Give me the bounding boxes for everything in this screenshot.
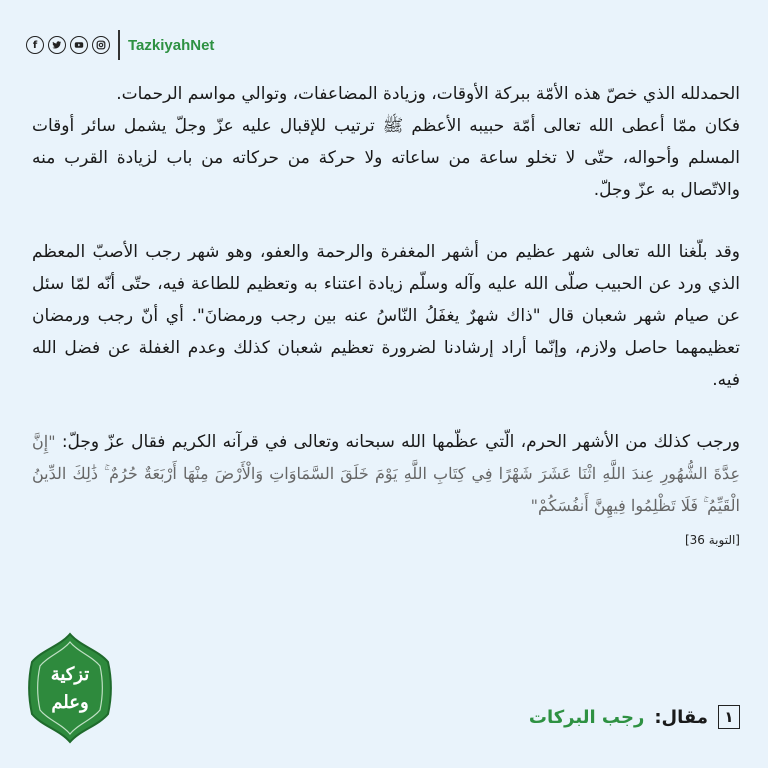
brand-name[interactable]: TazkiyahNet [128, 36, 215, 54]
instagram-icon[interactable] [92, 36, 110, 54]
paragraph-3: وقد بلّغنا الله تعالى شهر عظيم من أشهر المغفرة والرحمة والعفو، وهو شهر رجب الأصبّ المعظم الذي ورد عن الحبيب صلّى الله عليه وآله وسلّم زيادة اعتناء به وتعظيم للطاعة فيه، حتّى أنّه لمّا سئل عن صيام شهر شعبان قال "ذاك شهرٌ يغفَلُ النّاسُ عنه بين رجب ورمضانَ". أي أنّ رجب ورمضان تعظيمهما حاصل ولازم، وإنّما أراد إرشادنا لضرورة تعظيم شعبان كذلك وعدم الغفلة عن فضل الله فيه. [32, 242, 740, 390]
social-links [26, 36, 110, 54]
tazkiyah-logo [28, 632, 112, 744]
instagram-camera-shape [96, 40, 106, 50]
twitter-icon[interactable] [48, 36, 66, 54]
logo-line-2: وعلم [51, 692, 89, 713]
header-divider [118, 30, 120, 60]
quran-verse: "إِنَّ عِدَّةَ الشُّهُورِ عِندَ اللَّهِ اثْنَا عَشَرَ شَهْرًا فِي كِتَابِ اللَّهِ يَوْمَ خَلَقَ السَّمَاوَاتِ وَالْأَرْضَ مِنْهَا أَرْبَعَةٌ حُرُمٌ ۚ ذَٰلِكَ الدِّينُ الْقَيِّمُ ۚ فَلَا تَظْلِمُوا فِيهِنَّ أَنفُسَكُمْ" [32, 432, 740, 515]
youtube-icon[interactable] [70, 36, 88, 54]
article-body [32, 78, 740, 556]
footer-label: مقال: [654, 706, 708, 728]
paragraph-2: فكان ممّا أعطى الله تعالى أمّة حبيبه الأعظم ﷺ ترتيب للإقبال عليه عزّ وجلّ يشمل سائر أوقات المسلم وأحواله، حتّى لا تخلو ساعة من ساعاته ولا حركة من حركاته من باب لزيادة القرب منه والاتّصال به عزّ وجلّ. [32, 116, 740, 200]
logo-line-1: تزكية [50, 664, 90, 685]
article-number: ١ [718, 705, 740, 729]
youtube-play-shape [74, 40, 84, 50]
paragraph-1: الحمدلله الذي خصّ هذه الأمّة ببركة الأوقات، وزيادة المضاعفات، وتوالي مواسم الرحمات. [116, 84, 740, 104]
facebook-icon[interactable]: f [26, 36, 44, 54]
paragraph-4 [32, 426, 740, 522]
paragraph-gap [32, 396, 740, 426]
paragraph-4-intro: ورجب كذلك من الأشهر الحرم، الّتي عظّمها الله سبحانه وتعالى في قرآنه الكريم فقال عزّ وجلّ: [55, 432, 740, 452]
header [26, 28, 214, 62]
paragraph-gap [32, 206, 740, 236]
twitter-bird-shape [52, 40, 62, 50]
article-title: رجب البركات [528, 706, 645, 728]
footer [529, 705, 740, 729]
verse-reference: [التوبة 36] [684, 533, 740, 547]
